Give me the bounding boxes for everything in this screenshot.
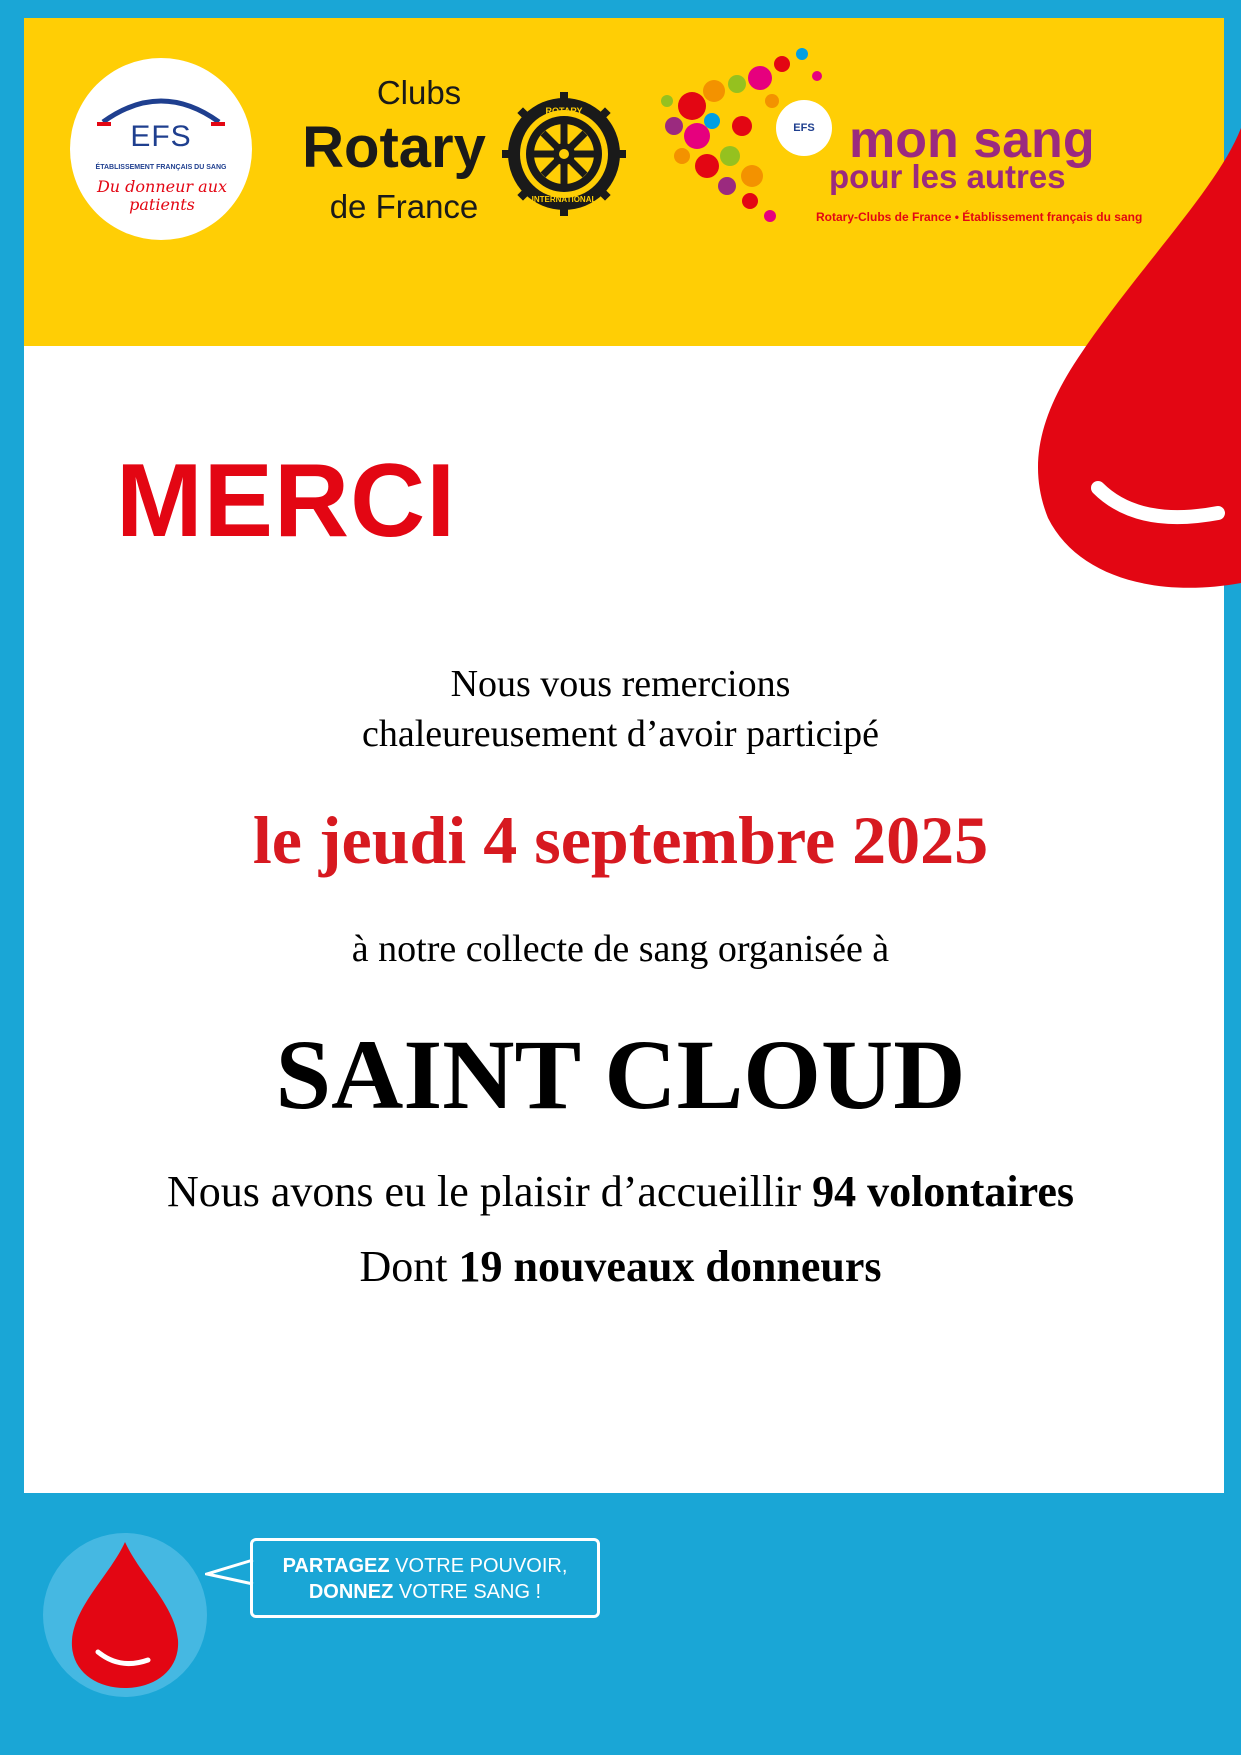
rotary-wheel-icon: [502, 92, 626, 216]
slogan-line-2: [253, 1579, 597, 1605]
intro-line-2: chaleureusement d’avoir participé: [362, 713, 879, 755]
city-name: SAINT CLOUD: [275, 1019, 966, 1130]
stats-volunteers-count: 94 volontaires: [812, 1167, 1075, 1216]
rotary-wheel-top-text: ROTARY: [545, 106, 583, 116]
stats-volunteers-prefix: Nous avons eu le plaisir d’accueillir: [166, 1167, 813, 1216]
footer-blood-drop-icon: [40, 1520, 220, 1700]
slogan-bold-2: DONNEZ: [308, 1581, 394, 1603]
merci-heading: MERCI: [116, 443, 457, 559]
efs-subtitle: ÉTABLISSEMENT FRANÇAIS DU SANG: [95, 164, 227, 171]
campaign-title-line1: mon sang: [849, 111, 1095, 169]
slogan-rest-2: VOTRE SANG !: [393, 1581, 542, 1603]
stats-new-donors-count: 19 nouveaux donneurs: [458, 1242, 882, 1291]
event-date: le jeudi 4 septembre 2025: [252, 802, 989, 878]
intro-line-1: Nous vous remercions: [450, 663, 791, 705]
stats-new-donors-prefix: Dont: [359, 1242, 459, 1291]
campaign-efs-mini-logo: EFS: [776, 100, 832, 156]
rotary-wheel-bottom-text: INTERNATIONAL: [531, 195, 597, 204]
speech-bubble-icon: [205, 1558, 255, 1588]
rotary-name: Rotary: [302, 115, 486, 180]
stats-volunteers: [0, 1165, 1241, 1219]
rotary-country: de France: [329, 188, 479, 225]
blood-drop-icon: [1018, 128, 1241, 598]
slogan-bubble: [250, 1538, 600, 1618]
collect-line: à notre collecte de sang organisée à: [351, 928, 890, 970]
rotary-clubs-label: Clubs: [376, 74, 462, 111]
efs-tagline: Du donneur aux patients: [96, 177, 228, 214]
stats-new-donors: [0, 1240, 1241, 1294]
efs-logo: [70, 58, 252, 240]
slogan-rest-1: VOTRE POUVOIR,: [389, 1555, 568, 1577]
efs-name: EFS: [130, 120, 192, 153]
slogan-bold-1: PARTAGEZ: [282, 1555, 390, 1577]
campaign-subtitle: Rotary-Clubs de France • Établissement français du sang: [816, 210, 1143, 224]
campaign-title-line2: pour les autres: [829, 158, 1066, 195]
slogan-line-1: [253, 1553, 597, 1579]
